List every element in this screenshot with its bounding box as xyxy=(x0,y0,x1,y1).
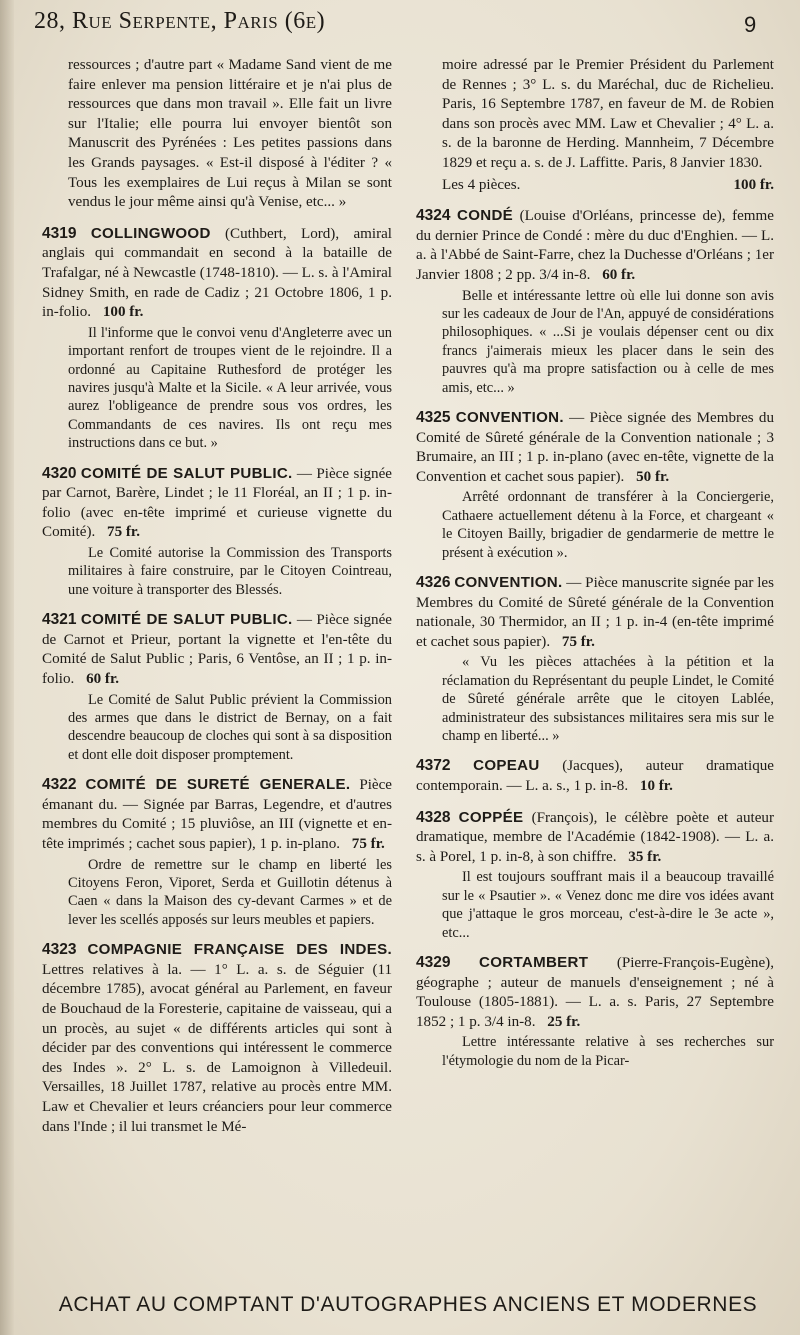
entry-description: Il l'informe que le convoi venu d'Angleterre avec un important renfort de troupes vient de le rejoindre. Il a ordonné au Capitaine Ruthesford de protéger les navires jusqu'à Malte et la Sicile. « A leur arrivée, vous aurez l'obligeance de prendre sous vos ordres, les Commandants de ces navires. Ils ont reçu mes instructions dans ce but. » xyxy=(68,324,392,452)
entry-text: — Pièce signée de Carnot et Prieur, portant la vignette et l'en-tête du Comité de Salut Public ; Paris, 6 Ventôse, an II ; 1 p. in-folio. xyxy=(42,612,393,687)
continuation-text: moire adressé par le Premier Président du Parlement de Rennes ; 3° L. s. du Maréchal, duc de Richelieu. Paris, 16 Septembre 1787, en faveur de M. de Robien dans son procès avec MM. Law et Chevalier ; 4° L. a. s. de la baronne de Herding. Mannheim, 7 Décembre 1829 et reçu a. s. de J. Laffitte. Paris, 8 Janvier 1830. xyxy=(442,57,774,171)
entry-name: CORTAMBERT xyxy=(479,953,589,971)
entry-price: 75 fr. xyxy=(107,524,141,541)
entry-description: Le Comité de Salut Public prévient la Commission des armes que dans le district de Bernay, on a fait descendre beaucoup de cloches qui sont à sa disposition et dont elle doit disposer promptement. xyxy=(68,691,392,763)
entry-description: Lettre intéressante relative à ses recherches sur l'étymologie du nom de la Picar- xyxy=(442,1034,774,1069)
entry-number: 4324 xyxy=(416,207,451,225)
entry-number: 4325 xyxy=(416,408,451,426)
entry-number: 4322 xyxy=(42,776,77,794)
entry-price: 75 fr. xyxy=(561,633,595,650)
entry-description: Arrêté ordonnant de transférer à la Conciergerie, Cathaere actuellement détenu à la Force, et chargeant « le Citoyen Bailly, brigadier de gendarmerie de mettre le présent à exécution ». xyxy=(442,489,774,561)
entry-price: 25 fr. xyxy=(547,1013,581,1030)
entry-text: — Pièce signée par Carnot, Barère, Lindet ; le 11 Floréal, an II ; 1 p. in-folio (avec en-tête imprimé et curieuse vignette du Comité). xyxy=(42,465,393,541)
page-edge-shadow xyxy=(0,0,14,1335)
entry-name: COMITÉ DE SALUT PUBLIC. xyxy=(80,464,293,482)
continuation-label: Les 4 pièces. xyxy=(442,176,521,193)
entry-description: Belle et intéressante lettre où elle lui donne son avis sur les cadeaux de Jour de l'An, appuyé de considérations philosophiques. « ...Si je voulais dépenser cent ou dix francs j'aimerais mieux les placer dans le sein des pauvres qu'à ma propre satisfaction ou à celle de mes amis, etc... » xyxy=(442,287,774,396)
entry-name: CONVENTION. xyxy=(454,573,563,591)
catalogue-entry xyxy=(42,610,392,764)
entry-number: 4320 xyxy=(42,464,77,482)
catalogue-entry xyxy=(416,808,774,942)
entry-price: 35 fr. xyxy=(628,848,662,865)
catalogue-entry xyxy=(416,408,774,562)
entry-name: COMITÉ DE SURETÉ GENERALE. xyxy=(85,776,351,794)
entry-text: — Pièce manuscrite signée par les Membres du Comité de Sûreté générale de la Convention nationale, 30 Thermidor, an II ; 1 p. in-4 (en-tête imprimé et cachet sous papier). xyxy=(416,574,774,650)
continuation-price-line xyxy=(442,176,774,196)
left-column xyxy=(42,56,392,1148)
entry-price: 60 fr. xyxy=(86,670,120,687)
entry-price: 50 fr. xyxy=(636,468,670,485)
entry-price: 75 fr. xyxy=(351,835,385,852)
entry-text: (Pierre-François-Eugène), géographe ; auteur de manuels d'enseignement ; né à Toulouse (1805-1881). — L. a. s. Paris, 27 Septembre 1852 ; 1 p. 3/4 in-8. xyxy=(416,954,774,1030)
entry-price: 60 fr. xyxy=(602,266,636,283)
entry-number: 4372 xyxy=(416,757,451,775)
catalogue-entry xyxy=(416,756,774,796)
entry-price: 100 fr. xyxy=(102,304,144,321)
right-column xyxy=(416,56,774,1081)
entry-text: (Cuthbert, Lord), amiral anglais qui commandait en second à la bataille de Trafalgar, né à Newcastle (1748-1810). — L. s. à l'Amiral Sidney Smith, en rade de Cadiz ; 21 Octobre 1806, 1 p. in-folio. xyxy=(42,225,392,321)
entry-number: 4328 xyxy=(416,808,451,826)
header-address: 28, Rue Serpente, Paris (6e) xyxy=(34,8,326,34)
entry-text: (Jacques), auteur dramatique contemporain. — L. a. s., 1 p. in-8. xyxy=(416,758,774,794)
entry-number: 4329 xyxy=(416,953,451,971)
catalogue-entry xyxy=(416,953,774,1070)
entry-name: COMITÉ DE SALUT PUBLIC. xyxy=(80,611,293,629)
entry-text: Lettres relatives à la. — 1° L. a. s. de Séguier (11 décembre 1785), avocat général au Parlement, en faveur de Bouchaud de la Foresterie, capitaine de vaisseau, qui a un procès, au sujet « de différents articles qui sont à décider par des conventions qui intéressent le commerce des Indes ». 2° L. s. de Lamoignon à Villedeuil. Versailles, 18 Juillet 1787, relative au procès entre MM. Law et Chevalier et leurs créanciers pour leur commerce dans l'Inde ; il lui transmet le Mé- xyxy=(42,961,392,1135)
catalogue-entry xyxy=(42,464,392,600)
footer-banner: ACHAT AU COMPTANT D'AUTOGRAPHES ANCIENS ET MODERNES xyxy=(58,1293,758,1316)
entry-name: COPEAU xyxy=(473,757,540,775)
entry-number: 4321 xyxy=(42,611,77,629)
entry-number: 4326 xyxy=(416,573,451,591)
catalogue-entry xyxy=(42,775,392,929)
entry-name: CONVENTION. xyxy=(455,408,564,426)
entry-name: COPPÉE xyxy=(458,808,524,826)
entry-name: COMPAGNIE FRANÇAISE DES INDES. xyxy=(87,941,392,959)
entry-text: (Louise d'Orléans, princesse de), femme du dernier Prince de Condé : mère du duc d'Enghien. — L. a. à l'Abbé de Saint-Farre, chez la Duchesse d'Orléans ; 1er Janvier 1808 ; 2 pp. 3/4 in-8. xyxy=(416,208,774,283)
catalogue-entry xyxy=(416,573,774,745)
catalogue-entry xyxy=(42,224,392,453)
entry-name: COLLINGWOOD xyxy=(90,224,211,242)
entry-name: CONDÉ xyxy=(457,207,514,225)
entry-description: « Vu les pièces attachées à la pétition et la réclamation du Représentant du peuple Lindet, le Comité de Sûreté générale arrête que le citoyen Lablée, administrateur des subsistances militaires sera mis sur le champ en liberté... » xyxy=(442,654,774,744)
catalogue-entry xyxy=(416,206,774,397)
entry-description: Le Comité autorise la Commission des Transports militaires à faire construire, par le Citoyen Cointreau, une voiture à transporter des Blessés. xyxy=(68,544,392,598)
entry-text: (François), le célèbre poète et auteur dramatique, membre de l'Académie (1842-1908). — L. a. s. à Porel, 1 p. in-8, à son chiffre. xyxy=(416,809,775,865)
entry-description: Ordre de remettre sur le champ en liberté les Citoyens Feron, Viporet, Serda et Guillotin détenus à Caen « dans la Maison des cy-devant Carmes » et de lever les scellés apposés sur leurs meubles et papiers. xyxy=(68,856,392,928)
entry-number: 4319 xyxy=(42,224,77,242)
continuation-price: 100 fr. xyxy=(733,176,774,193)
entry-number: 4323 xyxy=(42,941,77,959)
continuation-text: ressources ; d'autre part « Madame Sand vient de me faire enlever ma pension littéraire et je n'ai plus de ressources que dans mon travail ». Elle fait un livre sur l'Italie; elle pourra lui envoyer bientôt son Manuscrit des Pyrénées : Les petites passions dans les Grands paysages. « Est-il disposé à l'éditer ? « Tous les exemplaires de Lui reçus à Milan se sont vendus le jour même ainsi qu'à Venise, etc... » xyxy=(68,57,392,211)
entry-price: 10 fr. xyxy=(639,777,673,794)
entry-text: — Pièce signée des Membres du Comité de Sûreté générale de la Convention nationale ; 3 Brumaire, an III ; 1 p. in-plano (avec en-tête, vignette de la Convention et cachet sous papier). xyxy=(416,409,774,485)
page-number: 9 xyxy=(744,12,757,37)
entry-description: Il est toujours souffrant mais il a beaucoup travaillé sur le « Psautier ». « Venez donc me dire vos idées avant que j'attaque le gros morceau, c'est-à-dire le 3e acte », etc... xyxy=(442,869,774,941)
entry-text: Pièce émanant du. — Signée par Barras, Legendre, et d'autres membres du Comité ; 15 pluviôse, an III (vignette et en-tête imprimés ; cachet sous papier), 1 p. in-plano. xyxy=(42,777,392,852)
catalogue-entry xyxy=(42,940,392,1137)
